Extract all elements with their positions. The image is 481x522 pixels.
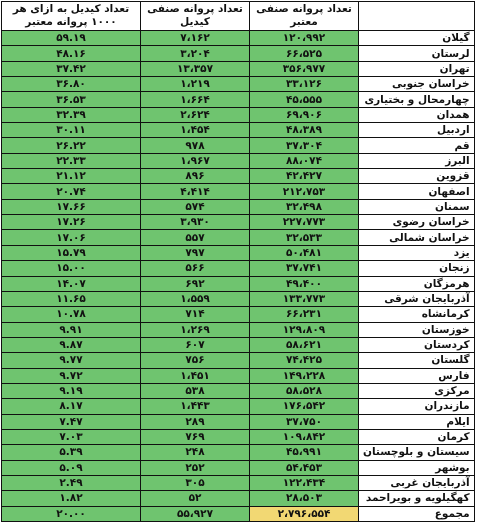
- candle-licenses-cell[interactable]: ۴،۴۱۴: [141, 184, 250, 199]
- valid-licenses-cell[interactable]: ۶۶،۲۳۱: [250, 307, 359, 322]
- table-row: [2, 322, 475, 337]
- province-cell[interactable]: اصفهان: [359, 184, 475, 199]
- ratio-cell[interactable]: ۱۰.۷۸: [2, 307, 141, 322]
- table-row: [2, 368, 475, 383]
- table-row: [2, 429, 475, 444]
- ratio-cell[interactable]: ۳۲.۳۹: [2, 107, 141, 122]
- table-row: [2, 169, 475, 184]
- ratio-cell[interactable]: ۵.۰۹: [2, 460, 141, 475]
- valid-licenses-cell[interactable]: ۳۳،۱۲۶: [250, 77, 359, 92]
- valid-licenses-cell[interactable]: ۳۵۶،۹۷۷: [250, 61, 359, 76]
- candle-licenses-cell[interactable]: ۱،۹۶۷: [141, 153, 250, 168]
- header-valid-licenses[interactable]: تعداد پروانه صنفی معتبر: [250, 2, 359, 31]
- province-cell[interactable]: خراسان شمالی: [359, 230, 475, 245]
- table-row: [2, 46, 475, 61]
- ratio-cell[interactable]: ۵.۳۹: [2, 445, 141, 460]
- province-cell[interactable]: مجموع: [359, 506, 475, 521]
- ratio-cell[interactable]: ۱۱.۶۵: [2, 291, 141, 306]
- province-cell[interactable]: چهارمحال و بختیاری: [359, 92, 475, 107]
- valid-licenses-cell[interactable]: ۱۴۹،۲۲۸: [250, 368, 359, 383]
- candle-licenses-cell[interactable]: ۳،۹۳۰: [141, 215, 250, 230]
- province-cell[interactable]: کهگیلویه و بویراحمد: [359, 491, 475, 506]
- ratio-cell[interactable]: ۳۰.۱۱: [2, 123, 141, 138]
- table-row: [2, 138, 475, 153]
- valid-licenses-cell[interactable]: ۴۵،۵۵۵: [250, 92, 359, 107]
- valid-licenses-cell[interactable]: ۳۷،۷۵۰: [250, 414, 359, 429]
- candle-licenses-cell[interactable]: ۷۶۹: [141, 429, 250, 444]
- candle-licenses-cell[interactable]: ۱،۴۵۱: [141, 368, 250, 383]
- table-row: [2, 61, 475, 76]
- ratio-cell[interactable]: ۵۹.۱۹: [2, 31, 141, 46]
- ratio-cell[interactable]: ۱۷.۰۶: [2, 230, 141, 245]
- candle-licenses-cell[interactable]: ۱،۲۱۹: [141, 77, 250, 92]
- valid-licenses-cell[interactable]: ۱۲۰،۹۹۲: [250, 31, 359, 46]
- candle-licenses-cell[interactable]: ۷۱۴: [141, 307, 250, 322]
- table-row: [2, 399, 475, 414]
- valid-licenses-cell[interactable]: ۵۰،۴۸۱: [250, 245, 359, 260]
- table-row: [2, 414, 475, 429]
- valid-licenses-cell[interactable]: ۵۸،۶۲۱: [250, 337, 359, 352]
- province-cell[interactable]: زنجان: [359, 261, 475, 276]
- ratio-cell[interactable]: ۹.۹۱: [2, 322, 141, 337]
- province-cell[interactable]: کردستان: [359, 337, 475, 352]
- ratio-cell[interactable]: ۷.۴۷: [2, 414, 141, 429]
- candle-licenses-cell[interactable]: ۵۶۶: [141, 261, 250, 276]
- ratio-cell[interactable]: ۳۶.۸۰: [2, 77, 141, 92]
- province-cell[interactable]: سیستان و بلوچستان: [359, 445, 475, 460]
- table-row: [2, 77, 475, 92]
- province-cell[interactable]: گیلان: [359, 31, 475, 46]
- province-cell[interactable]: البرز: [359, 153, 475, 168]
- valid-licenses-cell[interactable]: ۸۸،۰۷۴: [250, 153, 359, 168]
- candle-licenses-cell[interactable]: ۱،۲۶۹: [141, 322, 250, 337]
- candle-licenses-cell[interactable]: ۶۹۲: [141, 276, 250, 291]
- province-cell[interactable]: کرمانشاه: [359, 307, 475, 322]
- valid-licenses-cell[interactable]: ۱۷۶،۵۴۲: [250, 399, 359, 414]
- candle-licenses-cell[interactable]: ۵۵۷: [141, 230, 250, 245]
- candle-licenses-cell[interactable]: ۵۳۸: [141, 383, 250, 398]
- province-cell[interactable]: یزد: [359, 245, 475, 260]
- table-row: [2, 307, 475, 322]
- valid-licenses-cell[interactable]: ۳۲،۵۳۳: [250, 230, 359, 245]
- candle-licenses-cell[interactable]: ۲۴۸: [141, 445, 250, 460]
- candle-licenses-cell[interactable]: ۹۷۸: [141, 138, 250, 153]
- table-row: [2, 230, 475, 245]
- candle-licenses-cell[interactable]: ۳،۲۰۴: [141, 46, 250, 61]
- table-row: [2, 215, 475, 230]
- ratio-cell[interactable]: ۱۵.۰۰: [2, 261, 141, 276]
- province-cell[interactable]: قزوین: [359, 169, 475, 184]
- table-row: [2, 199, 475, 214]
- candle-licenses-cell[interactable]: ۷،۱۶۲: [141, 31, 250, 46]
- province-cell[interactable]: آذربایجان شرقی: [359, 291, 475, 306]
- ratio-cell[interactable]: ۱.۸۲: [2, 491, 141, 506]
- table-row: [2, 31, 475, 46]
- ratio-cell[interactable]: ۲۱.۱۲: [2, 169, 141, 184]
- ratio-cell[interactable]: ۲.۴۹: [2, 475, 141, 490]
- candle-licenses-cell[interactable]: ۷۵۶: [141, 353, 250, 368]
- header-row: [2, 2, 475, 31]
- candle-licenses-cell[interactable]: ۷۹۷: [141, 245, 250, 260]
- valid-licenses-cell[interactable]: ۱۳۳،۷۷۳: [250, 291, 359, 306]
- valid-licenses-cell[interactable]: ۳۷،۳۰۴: [250, 138, 359, 153]
- valid-licenses-cell[interactable]: ۶۶،۵۲۵: [250, 46, 359, 61]
- province-cell[interactable]: مازندران: [359, 399, 475, 414]
- table-row: [2, 261, 475, 276]
- ratio-cell[interactable]: ۷.۰۳: [2, 429, 141, 444]
- ratio-cell[interactable]: ۲۰.۷۴: [2, 184, 141, 199]
- valid-licenses-cell[interactable]: ۱۲۲،۴۳۴: [250, 475, 359, 490]
- province-cell[interactable]: اردبیل: [359, 123, 475, 138]
- valid-licenses-cell[interactable]: ۲۱۲،۷۵۳: [250, 184, 359, 199]
- province-cell[interactable]: همدان: [359, 107, 475, 122]
- province-cell[interactable]: فارس: [359, 368, 475, 383]
- table-row: [2, 184, 475, 199]
- valid-licenses-cell[interactable]: ۵۸،۵۲۸: [250, 383, 359, 398]
- province-cell[interactable]: ایلام: [359, 414, 475, 429]
- table-row: [2, 353, 475, 368]
- valid-licenses-cell[interactable]: ۲۲۷،۷۷۳: [250, 215, 359, 230]
- province-cell[interactable]: لرستان: [359, 46, 475, 61]
- candle-licenses-cell[interactable]: ۱،۵۵۹: [141, 291, 250, 306]
- valid-licenses-cell[interactable]: ۲،۷۹۶،۵۵۴: [250, 506, 359, 521]
- valid-licenses-cell[interactable]: ۲۸،۵۰۳: [250, 491, 359, 506]
- valid-licenses-cell[interactable]: ۳۷،۷۴۱: [250, 261, 359, 276]
- candle-licenses-cell[interactable]: ۲۸۹: [141, 414, 250, 429]
- table-row: [2, 92, 475, 107]
- ratio-cell[interactable]: ۹.۷۷: [2, 353, 141, 368]
- table-row: [2, 460, 475, 475]
- valid-licenses-cell[interactable]: ۴۵،۹۹۱: [250, 445, 359, 460]
- table-row: [2, 475, 475, 490]
- ratio-cell[interactable]: ۹.۱۹: [2, 383, 141, 398]
- valid-licenses-cell[interactable]: ۱۰۹،۸۴۲: [250, 429, 359, 444]
- table-row: [2, 245, 475, 260]
- province-cell[interactable]: سمنان: [359, 199, 475, 214]
- candle-licenses-cell[interactable]: ۸۹۶: [141, 169, 250, 184]
- valid-licenses-cell[interactable]: ۷۴،۴۲۵: [250, 353, 359, 368]
- ratio-cell[interactable]: ۲۶.۲۲: [2, 138, 141, 153]
- candle-licenses-cell[interactable]: ۱،۶۶۴: [141, 92, 250, 107]
- ratio-cell[interactable]: ۲۲.۳۳: [2, 153, 141, 168]
- header-province[interactable]: [359, 2, 475, 31]
- ratio-cell[interactable]: ۴۸.۱۶: [2, 46, 141, 61]
- province-cell[interactable]: قم: [359, 138, 475, 153]
- candle-licenses-cell[interactable]: ۳۰۵: [141, 475, 250, 490]
- province-cell[interactable]: مرکزی: [359, 383, 475, 398]
- province-cell[interactable]: هرمزگان: [359, 276, 475, 291]
- province-cell[interactable]: تهران: [359, 61, 475, 76]
- candle-licenses-cell[interactable]: ۲۵۲: [141, 460, 250, 475]
- table-row: [2, 107, 475, 122]
- valid-licenses-cell[interactable]: ۴۲،۴۲۷: [250, 169, 359, 184]
- header-ratio[interactable]: تعداد کیدیل به ازای هر ۱۰۰۰ پروانه معتبر: [2, 2, 141, 31]
- valid-licenses-cell[interactable]: ۱۲۹،۸۰۹: [250, 322, 359, 337]
- table-row: [2, 491, 475, 506]
- valid-licenses-cell[interactable]: ۴۸،۳۸۹: [250, 123, 359, 138]
- candle-licenses-cell[interactable]: ۲،۶۲۴: [141, 107, 250, 122]
- total-row: [2, 506, 475, 521]
- candle-licenses-cell[interactable]: ۱،۴۴۳: [141, 399, 250, 414]
- province-cell[interactable]: آذربایجان غربی: [359, 475, 475, 490]
- ratio-cell[interactable]: ۱۷.۶۶: [2, 199, 141, 214]
- ratio-cell[interactable]: ۲۰.۰۰: [2, 506, 141, 521]
- candle-licenses-cell[interactable]: ۵۲: [141, 491, 250, 506]
- header-candle-licenses[interactable]: تعداد پروانه صنفی کیدیل: [141, 2, 250, 31]
- province-license-table: [1, 1, 475, 522]
- province-cell[interactable]: خراسان رضوی: [359, 215, 475, 230]
- table-row: [2, 383, 475, 398]
- candle-licenses-cell[interactable]: ۵۵،۹۲۷: [141, 506, 250, 521]
- ratio-cell[interactable]: ۱۵.۷۹: [2, 245, 141, 260]
- candle-licenses-cell[interactable]: ۱۳،۳۵۷: [141, 61, 250, 76]
- province-cell[interactable]: خوزستان: [359, 322, 475, 337]
- table-row: [2, 123, 475, 138]
- province-cell[interactable]: گلستان: [359, 353, 475, 368]
- table-row: [2, 337, 475, 352]
- table-row: [2, 291, 475, 306]
- ratio-cell[interactable]: ۳۶.۵۳: [2, 92, 141, 107]
- candle-licenses-cell[interactable]: ۵۷۴: [141, 199, 250, 214]
- ratio-cell[interactable]: ۸.۱۷: [2, 399, 141, 414]
- province-cell[interactable]: کرمان: [359, 429, 475, 444]
- valid-licenses-cell[interactable]: ۶۹،۹۰۶: [250, 107, 359, 122]
- valid-licenses-cell[interactable]: ۳۲،۴۹۸: [250, 199, 359, 214]
- ratio-cell[interactable]: ۹.۷۲: [2, 368, 141, 383]
- candle-licenses-cell[interactable]: ۱،۴۵۴: [141, 123, 250, 138]
- province-cell[interactable]: خراسان جنوبی: [359, 77, 475, 92]
- ratio-cell[interactable]: ۳۷.۴۲: [2, 61, 141, 76]
- valid-licenses-cell[interactable]: ۵۴،۴۵۳: [250, 460, 359, 475]
- table-row: [2, 276, 475, 291]
- candle-licenses-cell[interactable]: ۶۰۷: [141, 337, 250, 352]
- ratio-cell[interactable]: ۱۷.۲۶: [2, 215, 141, 230]
- valid-licenses-cell[interactable]: ۴۹،۴۰۰: [250, 276, 359, 291]
- table-row: [2, 445, 475, 460]
- table-row: [2, 153, 475, 168]
- ratio-cell[interactable]: ۹.۸۷: [2, 337, 141, 352]
- ratio-cell[interactable]: ۱۴.۰۷: [2, 276, 141, 291]
- province-cell[interactable]: بوشهر: [359, 460, 475, 475]
